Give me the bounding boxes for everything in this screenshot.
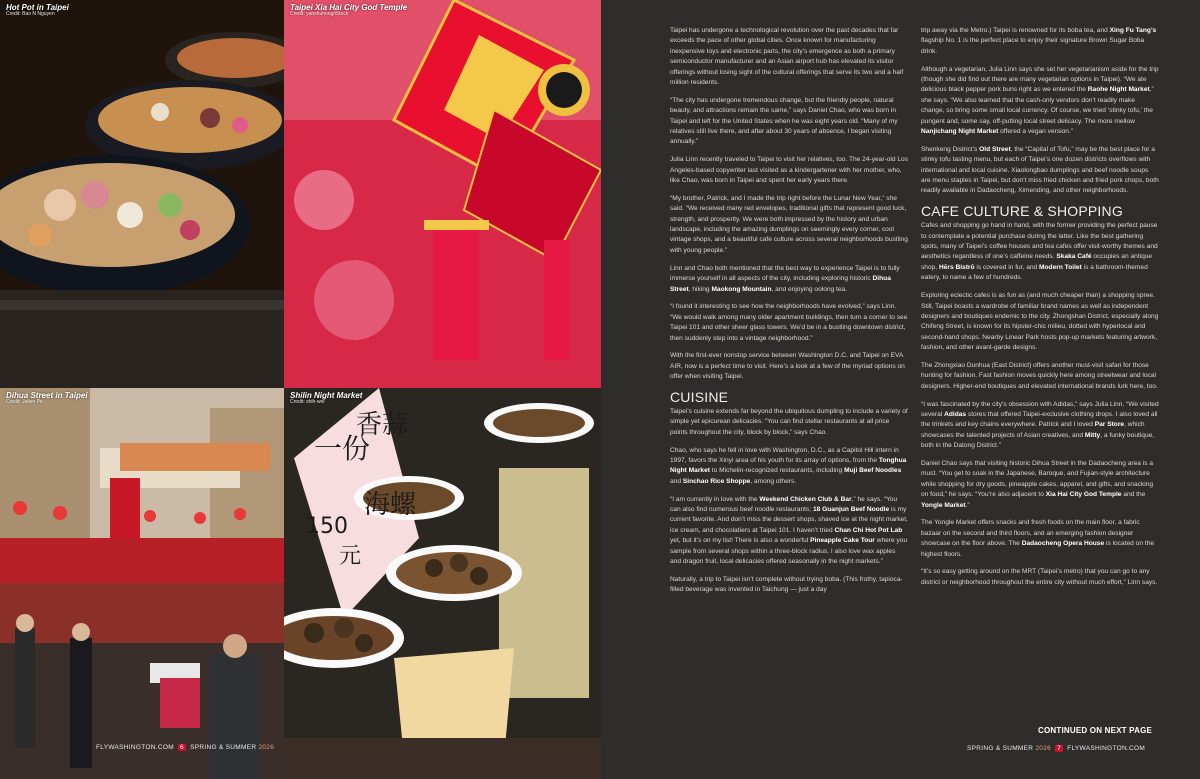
article-page — [601, 0, 1200, 779]
photo-dihua-street — [0, 388, 284, 779]
paragraph: “The city has undergone tremendous change, but the friendly people, natural beauty, and attractions remain the same,” says Daniel Chao, who was born in Taipei and left for the United States when he was eight years old. “Many of my relatives still live there, and after about 30 years of absence, I began visiting annually.” — [670, 96, 898, 146]
sign-text-unit: 元 — [339, 544, 362, 569]
folio-page-number: 6 — [180, 744, 184, 751]
article-column-2 — [921, 26, 1159, 596]
paragraph: Julia Linn recently traveled to Taipei to visit her relatives, too. The 24-year-old Los Angeles-based copywriter last visited as a kindergartener with her mother, who, like Chao, was born in Taipei and spent her early years there. — [670, 156, 908, 185]
folio-page-number: 7 — [1057, 745, 1062, 752]
folio-site[interactable]: FLYWASHINGTON.COM — [1067, 745, 1146, 752]
photo-shilin-night-market — [284, 388, 601, 779]
paragraph: “I found it interesting to see how the neighborhoods have evolved,” says Linn. “We would walk among many older apartment buildings, then turn a corner to see Taipei 101 and other sheer glass towers. We’d be in a bustling downtown district, then suddenly step into a vintage neighborhood.” — [670, 303, 908, 342]
article-column-1 — [670, 26, 908, 603]
paragraph: “I was fascinated by the city’s obsession with Adidas,” says Julia Linn. “We visited several Adidas stores that offered Taipei-exclusive clothing drops. I also loved all the trinkets and key chains everywhere. Patrick and I loved Par Store, which showcases the talented projects of Asian creatives, and Mitty, a funky boutique, both in the Datong District.” — [921, 400, 1159, 450]
folio-site[interactable]: FLYWASHINGTON.COM — [96, 744, 174, 751]
photo-caption-title: Dihua Street in Taipei — [6, 391, 88, 400]
paragraph: Daniel Chao says that visiting historic Dihua Street in the Dadaocheng area is a must. “You get to soak in the Japanese, Baroque, and Fujian-style architecture while shopping for dry goods, pineapple cakes, apparel, and gifts, and snacking on food,” he says. “You’re also adjacent to Xia Hai City God Temple and the Yongle Market.” — [921, 459, 1154, 509]
paragraph: “I am currently in love with the Weekend Chicken Club & Bar,” he says. “You can also find numerous beef noodle restaurants; 18 Guanjun Beef Noodle is my current favorite. And don’t miss the dessert shops, shaved ice at the night market, ice cream, and chocolatiers at Taipei 101. I haven’t tried Chan Chi Hot Pot Lab yet, but it’s on my list! There is also a wonderful Pineapple Cake Tour where you sample from several shops within a three-block radius. I also love wax apples and dragon fruit, local delicacies offered seasonally in the night markets.” — [670, 495, 908, 565]
paragraph: Linn and Chao both mentioned that the best way to experience Taipei is to fully immerse yourself in all aspects of the city, including exploring historic Dihua Street, hiking Maokong Mountain, and enjoying oolong tea. — [670, 264, 900, 293]
photo-caption — [6, 4, 69, 18]
paragraph: With the first-ever nonstop service between Washington D.C. and Taipei on EVA AIR, now is a perfect time to visit. Here’s a look at a few of the myriad options on offer when visiting Taipei. — [670, 352, 905, 381]
paragraph: Naturally, a trip to Taipei isn’t complete without trying boba. (This frothy, tapioca-filled beverage was invented in Taichung — just a day — [670, 575, 903, 594]
paragraph: Taipei’s cuisine extends far beyond the ubiquitous dumpling to include a variety of simple yet epicurean delicacies. “You can find stellar restaurants at all price points throughout the city, block by block,” says Chao. — [670, 407, 908, 436]
photo-caption — [6, 392, 88, 406]
snail-cups-illustration — [284, 388, 601, 779]
photo-caption-title: Hot Pot in Taipei — [6, 3, 69, 12]
photo-caption-title: Taipei Xia Hai City God Temple — [290, 3, 408, 12]
folio-year: 2026 — [258, 744, 275, 751]
left-page-folio — [96, 744, 274, 751]
paragraph: Although a vegetarian, Julia Linn says she set her vegetarianism aside for the trip (though she did find out there are many vegetarian options in Taipei). “We ate delicious black pepper pork buns right as we entered the Raohe Night Market,” she says. “We also learned that the cash-only vendors don’t readily make change, so bring some small local currency. Of course, we tried ‘stinky tofu,’ the pungent and, some say, off-putting local street delicacy. The more mellow Nanjichang Night Market offered a vegan version.” — [921, 65, 1159, 136]
photo-caption-title: Shilin Night Market — [290, 391, 363, 400]
paragraph: The Yongle Market offers snacks and fresh foods on the main floor, a fabric bazaar on the second and third floors, and an emerging fashion designer showcase on the floor above. The Dadaocheng Opera House is located on the highest floors. — [921, 519, 1154, 558]
sign-text-snail: 海螺 — [364, 490, 417, 520]
folio-issue: SPRING & SUMMER — [190, 744, 257, 751]
continued-on-next-page: CONTINUED ON NEXT PAGE — [1038, 726, 1153, 735]
paragraph: “It’s so easy getting around on the MRT (Taipei’s metro) that you can go to any district or neighborhood throughout the entire city without much effort,” Linn says. — [921, 568, 1158, 586]
paragraph: Exploring eclectic cafes is as fun as (and much cheaper than) a shopping spree. Still, Taipei boasts a wardrobe of familiar brand names as well as independent designers and boutiques endemic to the city. Zhongshan District, especially along Chifeng Street, is known for its hipster-chic milieu, dotted with hyperlocal and second-hand shops. Nearby Linear Park hosts pop-up markets featuring artwork, fashion, and other avant-garde designs. — [921, 292, 1159, 352]
paragraph: Cafes and shopping go hand in hand, with the former providing the perfect pause to contemplate a potential purchase during the latter. Like the best gathering spots, many of Taipei’s coffee houses and tea cafes offer visit-worthy themes and aesthetics regardless of one’s caffeine needs. Skaka Café occupies an antique shop, Hērs Bistrō is covered in fur, and Modern Toilet is a bathroom-themed eatery, to name a few of hundreds. — [921, 222, 1158, 282]
temple-decorations-illustration — [284, 0, 601, 388]
paragraph: trip away via the Metro.) Taipei is renowned for its boba tea, and Xing Fu Tang’s flagship No. 1 is the perfect place to enjoy their signature Brown Sugar Boba drink. — [921, 27, 1157, 55]
folio-year: 2026 — [1035, 745, 1052, 752]
section-heading-cafe-culture: CAFE CULTURE & SHOPPING — [921, 203, 1123, 220]
photo-caption-credit: Credit: shih-wei — [290, 399, 325, 406]
folio-issue: SPRING & SUMMER — [967, 745, 1034, 752]
paragraph: The Zhongxiao Dunhua (East District) offers another must-visit safari for those hunting for fashion. Fast fashion moves quickly here among streetwear and local designers. Higher-end boutiques and elevated international brands lurk here, too. — [921, 361, 1158, 390]
paragraph: Shenkeng District’s Old Street, the “Capital of Tofu,” may be the best place for a stinky tofu tasting menu, but each of Taipei’s one dozen districts overflows with international and local cuisine. Xiaolongbao dumplings and beef noodle soups are menu staples in Taipei, but don’t miss fried chicken and fried pork chops, both readily available in Dadaocheng, Ximending, and other neighborhoods. — [921, 145, 1159, 195]
sign-text-garlic: 香蒜 — [356, 410, 409, 440]
section-heading-cuisine: CUISINE — [670, 388, 729, 405]
photo-caption-credit: Credit: yanshuhong/iStock — [290, 11, 349, 18]
photo-caption-credit: Credit: Julien Pe — [6, 399, 43, 406]
dihua-street-illustration — [0, 388, 284, 779]
paragraph: Chao, who says he fell in love with Washington, D.C., as a Capitol Hill intern in 1997, favors the Xinyi area of his youth for its array of options, from the Tonghua Night Market to Michelin-recognized restaurants, including Muji Beef Noodles and Sinchao Rice Shoppe, among others. — [670, 446, 907, 485]
photo-temple — [284, 0, 601, 388]
paragraph: “My brother, Patrick, and I made the trip right before the Lunar New Year,” she said. “We received many red envelopes, traditional gifts that represent good luck, strength, and prosperity. We were both impressed by the history and urban landscape, including the amazing dumplings on seemingly every corner, cool vintage shops, and a beautiful cafe culture across several neighborhoods bustling with young people.” — [670, 194, 908, 254]
photo-caption-credit: Credit: Bao N Nguyen — [6, 11, 55, 18]
right-page-folio — [967, 745, 1145, 752]
sign-text-portion: 一份 — [314, 432, 371, 465]
photo-caption — [290, 4, 407, 18]
paragraph: Taipei has undergone a technological revolution over the past decades that far exceeds the pace of other global cities. Once known for manufacturing inexpensive toys and electronic parts, the city’s emergence as both a primary semiconductor manufacturer and an Asian airport hub has elevated its visitor offerings without losing sight of the cultural offerings that serve its two and a half million residents. — [670, 27, 904, 87]
sign-text-price: 150 — [306, 514, 348, 539]
photo-caption — [290, 392, 362, 406]
hot-pot-illustration — [0, 0, 284, 388]
photo-hot-pot — [0, 0, 284, 388]
